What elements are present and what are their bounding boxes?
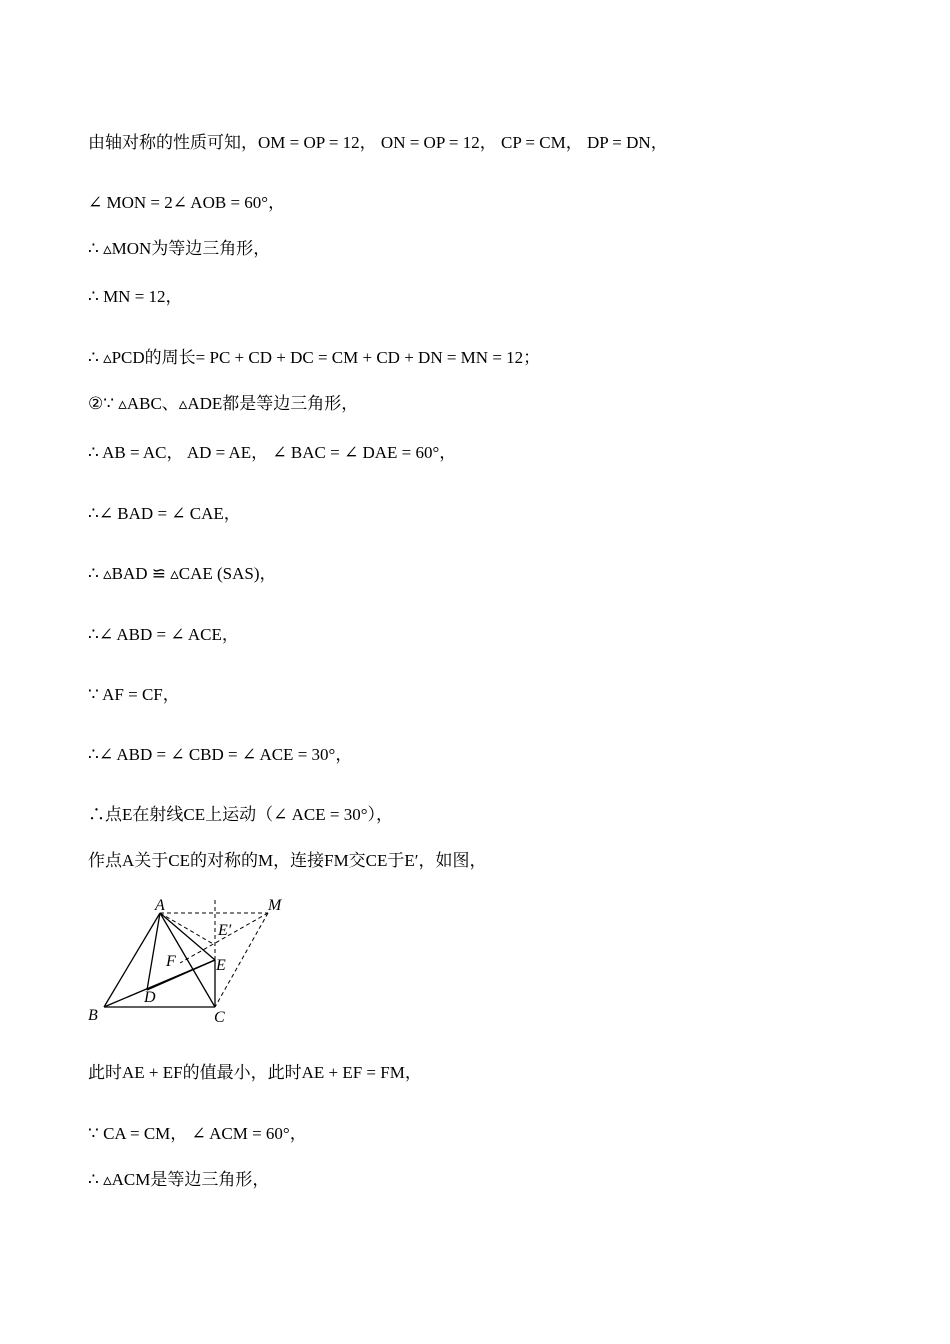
text-line-3: ∴ ▵MON为等边三角形， [88, 239, 271, 258]
text-line-13: ∴点E在射线CE上运动（∠ ACE = 30°）， [88, 805, 393, 824]
text-line-11: ∵ AF = CF， [88, 685, 180, 704]
label-C: C [214, 1009, 225, 1026]
text-line-10: ∴∠ ABD = ∠ ACE， [88, 625, 239, 644]
text-line-8: ∴∠ BAD = ∠ CAE， [88, 504, 241, 523]
text-line-16: ∵ CA = CM， ∠ ACM = 60°， [88, 1124, 307, 1143]
text-line-9: ∴ ▵BAD ≌ ▵CAE (SAS)， [88, 564, 277, 583]
segment-AE-prime [160, 913, 215, 945]
text-line-12: ∴∠ ABD = ∠ CBD = ∠ ACE = 30°， [88, 745, 353, 764]
text-line-7: ∴ AB = AC， AD = AE， ∠ BAC = ∠ DAE = 60°， [88, 443, 457, 462]
text-line-2: ∠ MON = 2∠ AOB = 60°， [88, 193, 286, 212]
segment-BE [104, 960, 215, 1007]
dashed-lines [160, 900, 268, 1007]
solid-lines [104, 913, 215, 1007]
text-line-6: ②∵ ▵ABC、▵ADE都是等边三角形， [88, 394, 359, 413]
label-E-prime: E′ [218, 922, 232, 939]
text-line-4: ∴ MN = 12， [88, 287, 183, 306]
text-line-5: ∴ ▵PCD的周长= PC + CD + DC = CM + CD + DN = MN = 12； [88, 348, 541, 367]
text-line-14: 作点A关于CE的对称的M，连接FM交CE于E′，如图， [88, 851, 487, 870]
label-D: D [144, 989, 156, 1006]
geometry-figure [82, 893, 292, 1028]
label-M: M [268, 897, 282, 914]
label-F: F [166, 953, 176, 970]
label-A: A [155, 897, 165, 914]
label-E: E [216, 957, 226, 974]
label-B: B [88, 1007, 98, 1024]
text-line-1: 由轴对称的性质可知，OM = OP = 12， ON = OP = 12， CP = CM， DP = DN， [88, 133, 668, 152]
text-line-15: 此时AE + EF的值最小，此时AE + EF = FM， [88, 1063, 422, 1082]
text-line-17: ∴ ▵ACM是等边三角形， [88, 1170, 270, 1189]
